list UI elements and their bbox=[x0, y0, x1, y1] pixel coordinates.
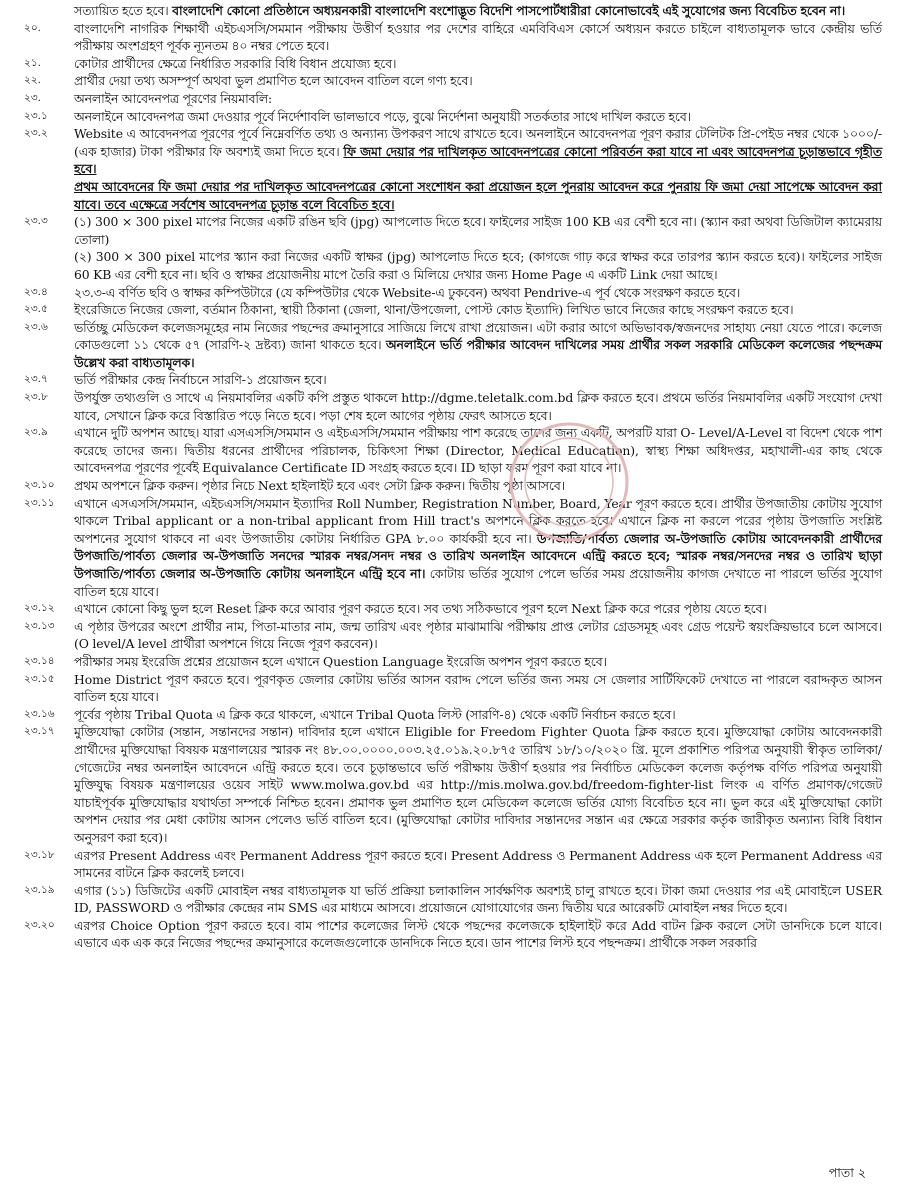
body-text: এরপর Choice Option পূরণ করতে হবে। বাম পাশের কলেজের লিস্ট থেকে পছন্দের কলেজকে হাইলাইট করে Add বাটন ক্লিক করলে সেটা ডানদিকে চলে যাবে। এভাবে এক এক করে নিজের পছন্দের ক্রমানুসারে কলেজগুলোকে ডানদিকে নিতে হবে। ডান পাশের লিস্ট হবে পছন্দক্রম। প্রার্থীকে সকল সরকারি bbox=[74, 917, 882, 951]
paragraph bbox=[74, 2, 882, 20]
item-body bbox=[74, 125, 882, 213]
body-text: পরীক্ষার সময় ইংরেজি প্রশ্নের প্রয়োজন হলে এখানে Question Language ইংরেজি অপশন পূরণ করতে হবে। bbox=[74, 653, 607, 669]
list-item bbox=[24, 284, 882, 302]
list-item bbox=[24, 55, 882, 73]
item-body bbox=[74, 917, 882, 952]
paragraph bbox=[74, 723, 882, 846]
item-body bbox=[74, 2, 882, 20]
body-text: মুক্তিযোদ্ধা কোটার (সন্তান, সন্তানদের সন্তান) দাবিদার হলে এখানে Eligible for Freedom Fighter Quota ক্লিক করতে হবে। মুক্তিযোদ্ধা কোটায় আবেদনকারী প্রার্থীদের মুক্তিযোদ্ধা বিষয়ক মন্ত্রণালয়ের স্মারক নং ৪৮.০০.০০০০.০০৩.২৫.০১৯.২০.৮৭৫ তারিখ ১৮/১০/২০২০ খ্রি. মূলে প্রকাশিত পরিপত্র অনুযায়ী স্বীকৃত তালিকা/গেজেটের নম্বর অনলাইন আবেদনে এন্ট্রি করতে হবে। তবে চূড়ান্তভাবে ভর্তি পরীক্ষায় উত্তীর্ণ হওয়ার পর নির্বাচিত মেডিকেল কলেজ কর্তৃপক্ষ বর্ণিত পরিপত্র অনুযায়ী মুক্তিযুদ্ধ বিষয়ক মন্ত্রণালয়ের ওয়েব সাইট www.molwa.gov.bd এর http://mis.molwa.gov.bd/freedom-fighter-list লিংক এ বর্ণিত প্রমাণক/গেজেট যাচাইপূর্বক মুক্তিযোদ্ধার যথার্থতা সম্পর্কে নিশ্চিত হবেন। প্রমাণক ভুল প্রমাণিত হলে মেডিকেল কলেজে ভর্তির যোগ্য বিবেচিত হবে না। ভুল করে এই মুক্তিযোদ্ধা কোটা অপশন দেয়ার পর মেধা কোটায় আসন পেলেও ভর্তি বাতিল হবে। (মুক্তিযোদ্ধা কোটার দাবিদার সন্তানদের সন্তান এর ক্ষেত্রে সরকার কর্তৃক জারীকৃত অন্যান্য বিধি বিধান অনুসরণ করা হবে)। bbox=[74, 724, 882, 845]
item-body bbox=[74, 389, 882, 424]
list-item bbox=[24, 600, 882, 618]
item-body bbox=[74, 55, 882, 73]
item-number: ২৩.৭ bbox=[24, 373, 48, 386]
body-text: ইংরেজিতে নিজের জেলা, বর্তমান ঠিকানা, স্থায়ী ঠিকানা (জেলা, থানা/উপজেলা, পোস্ট কোড ইত্যাদি) লিখিত ভাবে নিজের কাছে সংরক্ষণ করতে হবে। bbox=[74, 302, 794, 318]
item-body bbox=[74, 723, 882, 846]
item-body bbox=[74, 284, 882, 302]
paragraph bbox=[74, 671, 882, 706]
list-item bbox=[24, 424, 882, 477]
body-text: Home District পূরণ করতে হবে। পূরণকৃত জেলার কোটায় ভর্তির আসন বরাদ্দ পেলে ভর্তির জন্য সময় সে জেলার সার্টিফিকেট দেখাতে না পারলে বরাদ্দকৃত আসন বাতিল হয়ে যাবে। bbox=[74, 671, 882, 705]
emphasis-text: ফি জমা দেয়ার পর দাখিলকৃত আবেদনপত্রের কোনো পরিবর্তন করা যাবে না এবং আবেদনপত্র চূড়ান্তভাবে গৃহীত হবে। bbox=[74, 143, 882, 177]
item-number: ২০. bbox=[24, 21, 41, 34]
paragraph bbox=[74, 55, 882, 73]
item-number: ২৩.৬ bbox=[24, 320, 48, 333]
item-body bbox=[74, 495, 882, 601]
list-item bbox=[24, 2, 882, 20]
paragraph bbox=[74, 847, 882, 882]
item-number: ২৩.১৮ bbox=[24, 848, 55, 861]
list-item bbox=[24, 723, 882, 846]
item-body bbox=[74, 653, 882, 671]
paragraph bbox=[74, 319, 882, 372]
item-number: ২৩.১৯ bbox=[24, 883, 55, 896]
item-body bbox=[74, 618, 882, 653]
body-text: অনলাইনে আবেদনপত্র জমা দেওয়ার পূর্বে নির্দেশাবলি ভালভাবে পড়ে, বুঝে নির্দেশনা অনুযায়ী সতর্কতার সাথে দাখিল করতে হবে। bbox=[74, 108, 691, 124]
list-item bbox=[24, 301, 882, 319]
item-number: ২৩.৫ bbox=[24, 303, 48, 316]
paragraph bbox=[74, 424, 882, 477]
paragraph bbox=[74, 301, 882, 319]
paragraph bbox=[74, 600, 882, 618]
paragraph bbox=[74, 284, 882, 302]
body-text: ভর্তি পরীক্ষার কেন্দ্র নির্বাচনে সারণি-১ প্রয়োজন হবে। bbox=[74, 372, 327, 388]
item-number: ২২. bbox=[24, 74, 41, 87]
item-body bbox=[74, 706, 882, 724]
item-body bbox=[74, 424, 882, 477]
item-number: ২৩.৯ bbox=[24, 426, 48, 439]
body-text: এখানে কোনো কিছু ভুল হলে Reset ক্লিক করে আবার পূরণ করতে হবে। সব তথ্য সঠিকভাবে পূরণ হলে Next ক্লিক করে পরের পৃষ্ঠায় যেতে হবে। bbox=[74, 601, 767, 617]
body-text: ২৩.৩-এ বর্ণিত ছবি ও স্বাক্ষর কম্পিউটারে (যে কম্পিউটার থেকে Website-এ ঢুকবেন) অথবা Pendrive-এ পূর্ব থেকে সংরক্ষণ করতে হবে। bbox=[74, 284, 741, 300]
list-item bbox=[24, 618, 882, 653]
paragraph bbox=[74, 917, 882, 952]
item-number: ২৩. bbox=[24, 91, 41, 104]
paragraph bbox=[74, 248, 882, 283]
list-item bbox=[24, 371, 882, 389]
item-body bbox=[74, 20, 882, 55]
item-number: ২৩.৪ bbox=[24, 285, 48, 298]
item-body bbox=[74, 319, 882, 372]
list-item bbox=[24, 90, 882, 108]
paragraph bbox=[74, 371, 882, 389]
item-body bbox=[74, 477, 882, 495]
list-item bbox=[24, 671, 882, 706]
page-number: পাতা ২ bbox=[828, 1165, 866, 1180]
list-item bbox=[24, 389, 882, 424]
list-item bbox=[24, 477, 882, 495]
item-number: ২৩.১ bbox=[24, 109, 48, 122]
paragraph bbox=[74, 72, 882, 90]
item-number: ২৩.২০ bbox=[24, 918, 55, 931]
body-text: কোটায় ভর্তির সুযোগ পেলে ভর্তির সময় প্রয়োজনীয় কাগজ দেখাতে না পারলে ভর্তির সুযোগ বাতিল হয়ে যাবে। bbox=[74, 566, 882, 599]
item-body bbox=[74, 72, 882, 90]
list-item bbox=[24, 20, 882, 55]
paragraph bbox=[74, 706, 882, 724]
item-number: ২৩.১৬ bbox=[24, 707, 55, 720]
paragraph bbox=[74, 90, 882, 108]
paragraph bbox=[74, 108, 882, 126]
list-item bbox=[24, 495, 882, 601]
body-text: ভর্তিচ্ছু মেডিকেল কলেজসমূহের নাম নিজের পছন্দের ক্রমানুসারে সাজিয়ে লিখে রাখা প্রয়োজন। এটা করার আগে অভিভাবক/স্বজনদের সাহায্য নেয়া যেতে পারে। কলেজ কোডগুলো ১১ থেকে ৫৭ (সারণি-২ দ্রষ্টব্য) জানা থাকতে হবে। bbox=[74, 319, 883, 353]
item-number: ২৩.৩ bbox=[24, 215, 48, 228]
paragraph bbox=[74, 20, 882, 55]
paragraph bbox=[74, 882, 882, 917]
body-text: অনলাইন আবেদনপত্র পূরণের নিয়মাবলি: bbox=[74, 90, 273, 106]
item-body bbox=[74, 882, 882, 917]
body-text: সত্যায়িত হতে হবে। bbox=[74, 3, 173, 18]
body-text: এখানে দুটি অপশন আছে। যারা এসএসসি/সমমান ও এইচএসসি/সমমান পরীক্ষায় পাশ করেছে তাদের জন্য একটি, অপরটি যারা O- Level/A-Level বা বিদেশ থেকে পাশ করেছে তাদের জন্য। দ্বিতীয় ধরনের প্রার্থীদের পরিচালক, চিকিৎসা শিক্ষা (Director, Medical Education), স্বাস্থ্য শিক্ষা অধিদপ্তর, মহাখালী-এর কাছ থেকে আবেদনপত্র পূরণের পূর্বেই Equivalance Certificate ID সংগ্রহ করতে হবে। ID ছাড়া ফরম পূরণ করা যাবে না। bbox=[74, 425, 882, 476]
instruction-list bbox=[24, 2, 882, 952]
body-text: বাংলাদেশি নাগরিক শিক্ষার্থী এইচএসসি/সমমান পরীক্ষায় উত্তীর্ণ হওয়ার পর দেশের বাহিরে এমবিবিএস কোর্সে অধ্যয়ন করতে চাইলে বাধ্যতামূলক ভাবে কেন্দ্রীয় ভর্তি পরীক্ষায় অংশগ্রহণ পূর্বক ন্যূনতম ৪০ নম্বর পেতে হবে। bbox=[74, 20, 882, 54]
item-body bbox=[74, 301, 882, 319]
list-item bbox=[24, 653, 882, 671]
item-number: ২৩.১২ bbox=[24, 602, 55, 615]
paragraph bbox=[74, 618, 882, 653]
paragraph bbox=[74, 178, 882, 213]
body-text: কোটার প্রার্থীদের ক্ষেত্রে নির্ধারিত সরকারি বিধি বিধান প্রযোজ্য হবে। bbox=[74, 55, 397, 71]
item-body bbox=[74, 847, 882, 882]
emphasis-text: প্রথম আবেদনের ফি জমা দেয়ার পর দাখিলকৃত আবেদনপত্রের কোনো সংশোধন করা প্রয়োজন হলে পুনরায় আবেদন করে পুনরায় ফি জমা দেয়া সাপেক্ষে আবেদন করা যাবে। তবে এক্ষেত্রে সর্বশেষ আবেদনপত্র চূড়ান্ত বলে বিবেচিত হবে। bbox=[74, 178, 882, 212]
list-item bbox=[24, 319, 882, 372]
item-number: ২৩.১৫ bbox=[24, 672, 55, 685]
paragraph bbox=[74, 495, 882, 601]
list-item bbox=[24, 72, 882, 90]
item-number: ২৩.৮ bbox=[24, 391, 48, 404]
emphasis-text: বাংলাদেশি কোনো প্রতিষ্ঠানে অধ্যয়নকারী বাংলাদেশি বংশোদ্ভূত বিদেশি পাসপোর্টধারীরা কোনোভাবেই এই সুযোগের জন্য বিবেচিত হবেন না। bbox=[172, 3, 846, 18]
body-text: এরপর Present Address এবং Permanent Address পূরণ করতে হবে। Present Address ও Permanent Address এক হলে Permanent Address এর সামনের বাটনে ক্লিক করলেই চলবে। bbox=[74, 847, 882, 881]
list-item bbox=[24, 108, 882, 126]
paragraph bbox=[74, 477, 882, 495]
body-text: এ পৃষ্ঠার উপরের অংশে প্রার্থীর নাম, পিতা-মাতার নাম, জন্ম তারিখ এবং পৃষ্ঠার মাঝামাঝি পরীক্ষায় প্রাপ্ত লেটার গ্রেডসমূহ এবং গ্রেড পয়েন্ট স্বয়ংক্রিয়ভাবে চলে আসবে। (O level/A level প্রার্থীরা অপশনে গিয়ে নিজে পূরণ করবেন)। bbox=[74, 618, 882, 652]
item-body bbox=[74, 600, 882, 618]
item-number: ২৩.১০ bbox=[24, 479, 55, 492]
item-body bbox=[74, 90, 882, 108]
body-text: এখানে এসএসসি/সমমান, এইচএসসি/সমমান ইত্যাদির Roll Number, Registration Number, Board, Year পূরণ করতে হবে। প্রার্থীর উপজাতীয় কোটায় সুযোগ থাকলে Tribal applicant or a non-tribal applicant from Hill tract's অপশনে ক্লিক করতে হবে। এখানে ক্লিক না করলে পরের পৃষ্ঠায় উপজাতি সংশ্লিষ্ট অপশনের সুযোগ থাকবে না এবং উপজাতীয় কোটায় নির্ধারিত GPA ৮.০০ কার্যকরী হবে না। bbox=[74, 495, 882, 546]
paragraph bbox=[74, 389, 882, 424]
list-item bbox=[24, 917, 882, 952]
list-item bbox=[24, 847, 882, 882]
body-text: (১) 300 × 300 pixel মাপের নিজের একটি রঙিন ছবি (jpg) আপলোড দিতে হবে। ফাইলের সাইজ 100 KB এর বেশী হবে না। (স্ক্যান করা অথবা ডিজিটাল ক্যামেরায় তোলা) bbox=[74, 214, 882, 247]
paragraph bbox=[74, 125, 882, 178]
list-item bbox=[24, 882, 882, 917]
list-item bbox=[24, 706, 882, 724]
paragraph bbox=[74, 653, 882, 671]
list-item bbox=[24, 125, 882, 213]
item-body bbox=[74, 213, 882, 283]
item-number: ২৩.১৭ bbox=[24, 725, 55, 738]
body-text: এগার (১১) ডিজিটের একটি মোবাইল নম্বর বাধ্যতামূলক যা ভর্তি প্রক্রিয়া চলাকালিন সার্বক্ষণিক অবশ্যই চালু রাখতে হবে। টাকা জমা দেওয়ার পর এই মোবাইলে USER ID, PASSWORD ও পরীক্ষার কেন্দ্রের নাম SMS এর মাধ্যমে আসবে। প্রয়োজনে যোগাযোগের জন্য দ্বিতীয় ঘরে আরেকটি মোবাইল নম্বর দিতে হবে। bbox=[74, 882, 882, 916]
item-body bbox=[74, 671, 882, 706]
body-text: Website এ আবেদনপত্র পূরণের পূর্বে নিম্নেবর্ণিত তথ্য ও অন্যান্য উপকরণ সাথে রাখতে হবে। অনলাইনে আবেদনপত্র পূরণ করার টেলিটক প্রি-পেইড নম্বর থেকে ১০০০/- (এক হাজার) টাকা পরীক্ষার ফি অবশ্যই জমা দিতে হবে। bbox=[74, 126, 882, 159]
emphasis-text: অনলাইনে ভর্তি পরীক্ষার আবেদন দাখিলের সময় প্রার্থীর সকল সরকারি মেডিকেল কলেজের পছন্দক্রম উল্লেখ করা বাধ্যতামূলক। bbox=[74, 337, 882, 370]
list-item bbox=[24, 213, 882, 283]
paragraph bbox=[74, 213, 882, 248]
item-number: ২৩.২ bbox=[24, 127, 48, 140]
item-number: ২৩.১৪ bbox=[24, 654, 55, 667]
item-body bbox=[74, 371, 882, 389]
body-text: (২) 300 × 300 pixel মাপের স্ক্যান করা নিজের একটি স্বাক্ষর (jpg) আপলোড দিতে হবে; (কাগজে গাঢ় করে স্বাক্ষর করে তারপর স্ক্যান করতে হবে)। ফাইলের সাইজ 60 KB এর বেশী হবে না। ছবি ও স্বাক্ষর প্রয়োজনীয় মাপে তৈরি করা ও মিলিয়ে দেখার জন্য Home Page এ একটি Link দেয়া আছে। bbox=[74, 249, 882, 282]
emphasis-text: উপজাতি/পার্বত্য জেলার অ-উপজাতি কোটায় আবেদনকারী প্রার্থীদের উপজাতি/পার্বত্য জেলার অ-উপজাতি সনদের স্মারক নম্বর/সনদ নম্বর ও তারিখ অনলাইন আবেদনে এন্ট্রি করতে হবে; স্মারক নম্বর/সনদের নম্বর ও তারিখ ছাড়া উপজাতি/পার্বত্য জেলার অ-উপজাতি কোটায় অনলাইনে এন্ট্রি হবে না। bbox=[74, 530, 882, 581]
body-text: প্রথম অপশনে ক্লিক করুন। পৃষ্ঠার নিচে Next হাইলাইট হবে এবং সেটা ক্লিক করুন। দ্বিতীয় পৃষ্ঠা আসবে। bbox=[74, 478, 565, 494]
item-number: ২৩.১১ bbox=[24, 496, 55, 509]
body-text: উপর্যুক্ত তথ্যগুলি ও সাথে এ নিয়মাবলির একটি কপি প্রস্তুত থাকলে http://dgme.teletalk.com.bd ক্লিক করতে হবে। প্রথমে ভর্তির নিয়মাবলির একটি সংযোগ দেখা যাবে, সেখানে ক্লিক করে বিস্তারিত পড়ে নিতে হবে। পড়া শেষ হলে আগের পৃষ্ঠায় ফেরৎ আসতে হবে। bbox=[74, 390, 882, 423]
item-number: ২৩.১৩ bbox=[24, 619, 55, 632]
item-number: ২১. bbox=[24, 56, 41, 69]
body-text: প্রার্থীর দেয়া তথ্য অসম্পূর্ণ অথবা ভুল প্রমাণিত হলে আবেদন বাতিল বলে গণ্য হবে। bbox=[74, 73, 473, 89]
item-body bbox=[74, 108, 882, 126]
body-text: পূর্বের পৃষ্ঠায় Tribal Quota এ ক্লিক করে থাকলে, এখানে Tribal Quota লিস্ট (সারণি-৪) থেকে একটি নির্বাচন করতে হবে। bbox=[74, 706, 676, 722]
